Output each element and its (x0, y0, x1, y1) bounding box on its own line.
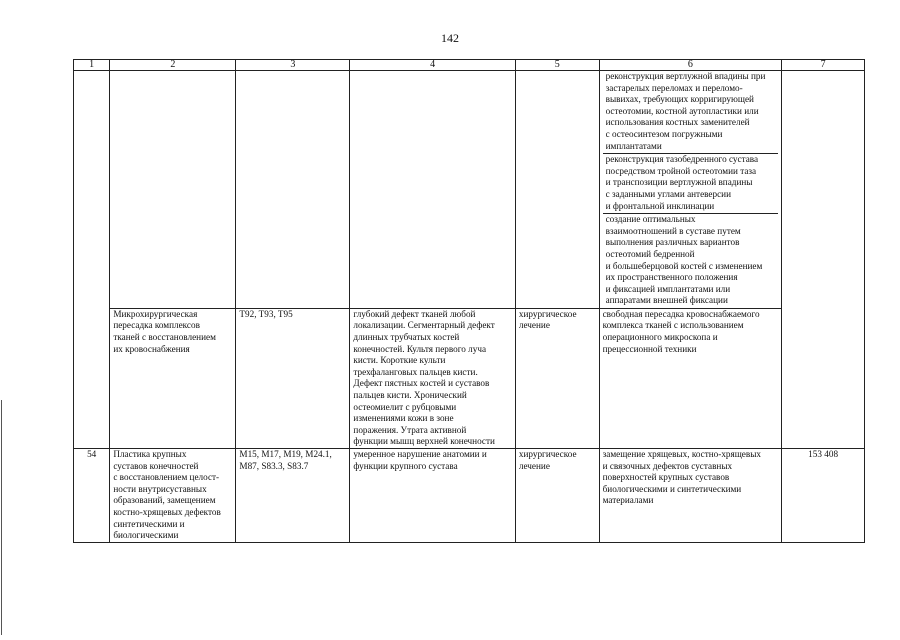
column-number-row (74, 60, 865, 71)
page-number: 142 (441, 31, 459, 45)
text-line: пальцев кисти. Хронический (353, 390, 467, 401)
text-line: функции крупного сустава (353, 460, 458, 471)
page-edge-line (1, 400, 2, 635)
column-number: 7 (782, 60, 865, 71)
text-line: Пластика крупных (113, 449, 187, 459)
text-line: поражения. Утрата активной (353, 424, 467, 435)
cell-model (350, 449, 515, 543)
column-number: 6 (599, 60, 782, 71)
text-line: и большеберцовой костей с изменением (605, 260, 763, 271)
text-line: биологическими (113, 530, 179, 541)
text-line: хирургическое (518, 449, 577, 459)
cell-method (599, 449, 782, 543)
text-line: операционного микроскопа и (602, 332, 718, 343)
text-line: аппаратами внешней фиксации (605, 295, 728, 306)
text-line: локализации. Сегментарный дефект (353, 320, 495, 331)
cell-number (74, 71, 110, 449)
text-line: свободная пересадка кровоснабжаемого (602, 308, 760, 319)
text-line: пересадка комплексов (113, 320, 200, 331)
column-number: 5 (515, 60, 599, 71)
text-line: поверхностей крупных суставов (602, 472, 730, 483)
text-line: использования костных заменителей (605, 117, 750, 128)
cell-treatment (515, 308, 599, 448)
text-line: имплантатами (605, 140, 662, 151)
cell-method (599, 71, 782, 309)
text-line: комплекса тканей с использованием (602, 320, 744, 331)
text-line: суставов конечностей (113, 460, 199, 471)
text-line: замещение хрящевых, костно-хрящевых (602, 449, 761, 459)
text-line: их кровоснабжения (113, 343, 190, 354)
text-line: с заданными углами антеверсии (605, 188, 732, 199)
text-line: костно-хрящевых дефектов (113, 506, 221, 517)
text-line: и связочных дефектов суставных (602, 460, 733, 471)
text-line: Микрохирургическая (113, 308, 198, 319)
text-line: T92, T93, T95 (239, 308, 293, 319)
method-block (603, 214, 779, 308)
text-line: материалами (602, 495, 654, 506)
text-line: лечение (518, 460, 550, 471)
text-line: функции мышц верхней конечности (353, 436, 495, 447)
text-line: длинных трубчатых костей (353, 332, 460, 343)
text-line: синтетическими и (113, 518, 185, 529)
text-line: M15, M17, M19, M24.1, (239, 449, 332, 459)
text-line: Дефект пястных костей и суставов (353, 378, 490, 389)
text-line: и фиксацией имплантатами или (605, 283, 731, 294)
cell-codes (236, 308, 350, 448)
column-number: 1 (74, 60, 110, 71)
column-number: 3 (236, 60, 350, 71)
text-line: реконструкция вертлужной впадины при (605, 71, 766, 81)
column-number: 2 (110, 60, 236, 71)
text-line: прецессионной техники (602, 343, 697, 354)
text-line: конечностей. Культя первого луча (353, 343, 487, 354)
text-line: вывихах, требующих корригирующей (605, 94, 754, 105)
cell-name (110, 71, 236, 309)
method-block (603, 71, 779, 154)
text-line: взаимоотношений в суставе путем (605, 225, 741, 236)
text-line: и транспозиции вертлужной впадины (605, 177, 753, 188)
text-line: реконструкция тазобедренного сустава (605, 154, 759, 165)
text-line: их пространственного положения (605, 272, 738, 283)
services-table (73, 59, 865, 543)
text-line: остеотомий бедренной (605, 248, 695, 259)
cell-treatment (515, 449, 599, 543)
text-line: трехфаланговых пальцев кисти. (353, 366, 478, 377)
text-line: тканей с восстановлением (113, 332, 216, 343)
table-row (74, 449, 865, 543)
text-line: глубокий дефект тканей любой (353, 308, 476, 319)
cell-method (599, 308, 782, 448)
cell-codes (236, 71, 350, 309)
text-line: с восстановлением целост- (113, 472, 220, 483)
cell-number: 54 (74, 449, 110, 543)
text-line: с остеосинтезом погружными (605, 128, 723, 139)
text-line: биологическими и синтетическими (602, 483, 742, 494)
text-line: лечение (518, 320, 550, 331)
cell-name (110, 308, 236, 448)
text-line: кисти. Короткие культи (353, 355, 446, 366)
text-line: образований, замещением (113, 495, 216, 506)
method-block (603, 154, 779, 214)
text-line: остеомиелит с рубцовыми (353, 401, 457, 412)
column-number: 4 (350, 60, 515, 71)
cell-cost: 153 408 (782, 449, 865, 543)
text-line: создание оптимальных (605, 214, 696, 225)
text-line: застарелых переломах и переломо- (605, 82, 743, 93)
cell-name (110, 449, 236, 543)
text-line: и фронтальной инклинации (605, 200, 715, 211)
text-line: изменениями кожи в зоне (353, 413, 454, 424)
text-line: M87, S83.3, S83.7 (239, 460, 309, 471)
cell-codes (236, 449, 350, 543)
text-line: посредством тройной остеотомии таза (605, 165, 757, 176)
cell-treatment (515, 71, 599, 309)
text-line: умеренное нарушение анатомии и (353, 449, 487, 459)
text-line: остеотомии, костной аутопластики или (605, 105, 759, 116)
table-row (74, 71, 865, 309)
text-line: ности внутрисуставных (113, 483, 207, 494)
cell-model (350, 308, 515, 448)
cell-model (350, 71, 515, 309)
text-line: хирургическое (518, 308, 577, 319)
table-row (74, 308, 865, 448)
cell-cost (782, 71, 865, 449)
text-line: выполнения различных вариантов (605, 237, 740, 248)
